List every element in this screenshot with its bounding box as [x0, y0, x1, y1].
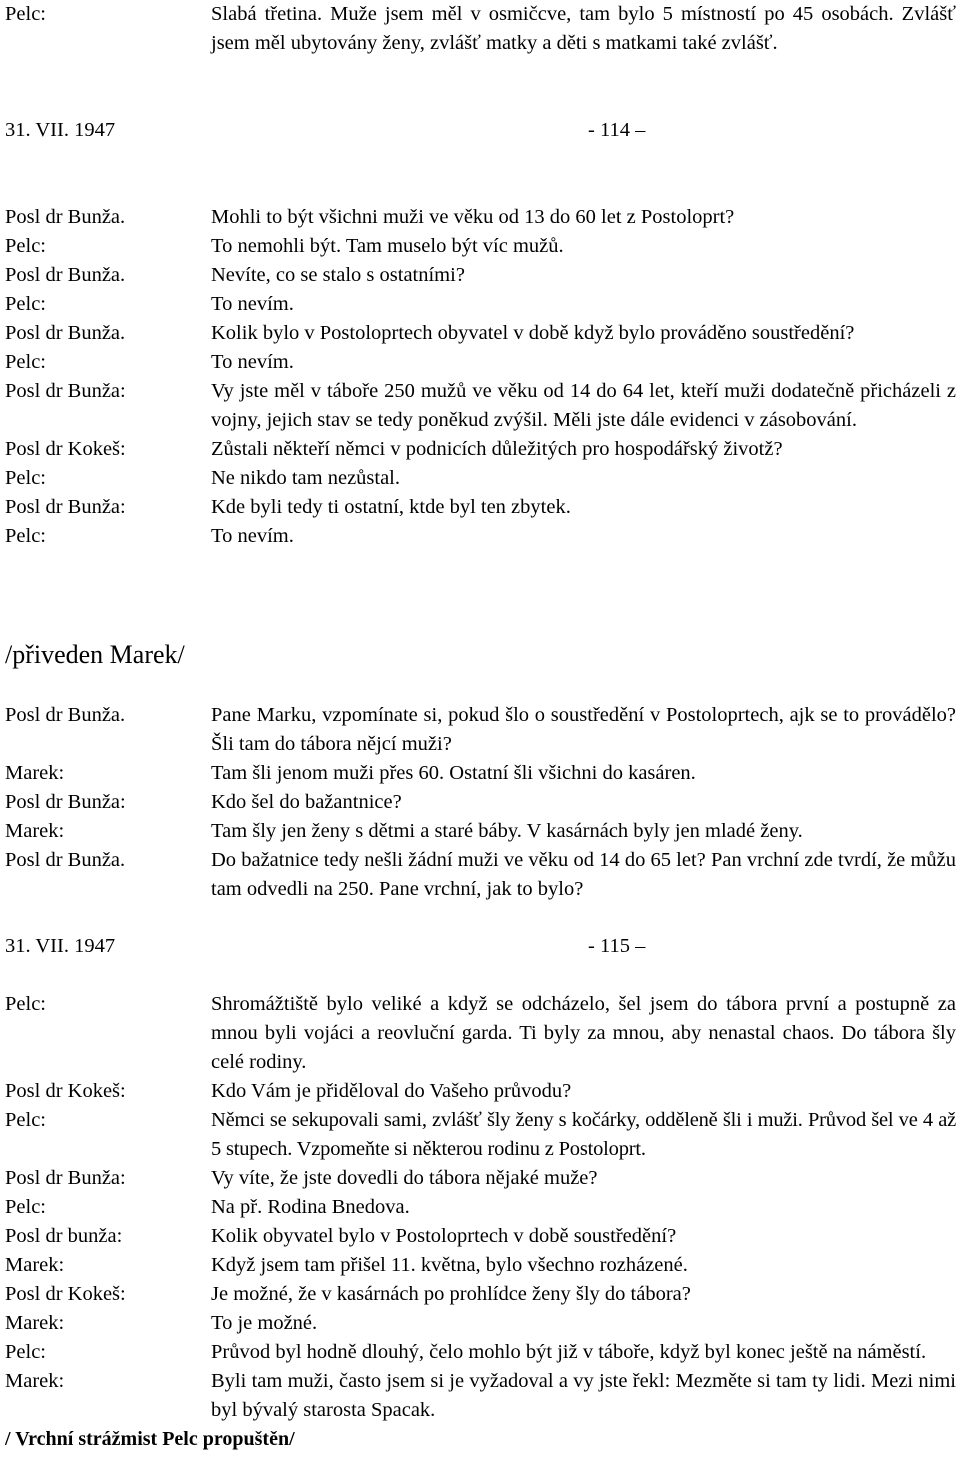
- speech-text: Němci se sekupovali sami, zvlášť šly ženy s kočárky, odděleně šli i muži. Průvod šel ve 4 až 5 stupech. Vzpomeňte si některou rodinu z Postoloprt.: [211, 1109, 956, 1160]
- dialogue-entry: [0, 990, 960, 1077]
- dialogue-entry: [0, 377, 960, 435]
- dialogue-entry: [0, 348, 960, 377]
- speaker-label: Posl dr Bunža:: [5, 496, 126, 518]
- speech-text: Vy víte, že jste dovedli do tábora nějaké muže?: [211, 1167, 598, 1189]
- dialogue-entry: [0, 290, 960, 319]
- page-number: - 114 –: [588, 119, 646, 141]
- dialogue-entry: [0, 1280, 960, 1309]
- transcript-block-4: [0, 990, 960, 1454]
- speech-text: Tam šly jen ženy s dětmi a staré báby. V kasárnách byly jen mladé ženy.: [211, 820, 803, 842]
- dialogue-entry: [0, 1222, 960, 1251]
- speech-text: To nevím.: [211, 293, 294, 315]
- speech-text: Byli tam muži, často jsem si je vyžadoval a vy jste řekl: Mezměte si tam ty lidi. Mezi nimi byl bývalý starosta Spacak.: [211, 1370, 956, 1421]
- speaker-label: Posl dr bunža:: [5, 1225, 123, 1247]
- speech-text: Kdo šel do bažantnice?: [211, 791, 402, 813]
- speech-text: To nemohli být. Tam muselo být víc mužů.: [211, 235, 564, 257]
- dialogue-entry: [0, 1338, 960, 1367]
- speech-text: Vy jste měl v táboře 250 mužů ve věku od 14 do 64 let, kteří muži dodatečně přicházeli z vojny, jejich stav se tedy poněkud zvýšil. Měli jste dále evidenci v zásobování.: [211, 380, 956, 431]
- dialogue-entry: [0, 493, 960, 522]
- speaker-label: Pelc:: [5, 1341, 46, 1363]
- speaker-label: Pelc:: [5, 235, 46, 257]
- speaker-label: Posl dr Bunža.: [5, 264, 126, 286]
- transcript-block-1: [0, 0, 960, 58]
- dialogue-entry: [0, 1106, 960, 1164]
- transcript-block-3: [0, 701, 960, 904]
- speaker-label: Posl dr Bunža:: [5, 380, 126, 402]
- speech-text: Mohli to být všichni muži ve věku od 13 do 60 let z Postoloprt?: [211, 206, 735, 228]
- speech-text: Do bažatnice tedy nešli žádní muži ve věku od 14 do 65 let? Pan vrchní zde tvrdí, že můžu tam odvedli na 250. Pane vrchní, jak to bylo?: [211, 849, 956, 900]
- dialogue-entry: [0, 1367, 960, 1425]
- header-date: 31. VII. 1947: [5, 935, 116, 957]
- dialogue-entry: [0, 0, 960, 58]
- dialogue-entry: [0, 1251, 960, 1280]
- transcript-block-2: [0, 203, 960, 551]
- speech-text: To je možné.: [211, 1312, 318, 1334]
- speech-text: Kolik obyvatel bylo v Postoloprtech v době soustředění?: [211, 1225, 677, 1247]
- speaker-label: Pelc:: [5, 3, 46, 25]
- speaker-label: Marek:: [5, 1254, 65, 1276]
- speech-text: Ne nikdo tam nezůstal.: [211, 467, 401, 489]
- dialogue-entry: [0, 203, 960, 232]
- dialogue-entry: [0, 817, 960, 846]
- speech-text: Kolik bylo v Postoloprtech obyvatel v době když bylo prováděno soustředění?: [211, 322, 855, 344]
- dialogue-entry: [0, 846, 960, 904]
- speaker-label: Pelc:: [5, 467, 46, 489]
- speech-text: Tam šli jenom muži přes 60. Ostatní šli všichni do kasáren.: [211, 762, 696, 784]
- speech-text: Slabá třetina. Muže jsem měl v osmičcve, tam bylo 5 místností po 45 osobách. Zvlášť jsem měl ubytovány ženy, zvlášť matky a děti s matkami také zvlášť.: [211, 3, 956, 54]
- speaker-label: Posl dr Bunža.: [5, 849, 126, 871]
- dialogue-entry: [0, 1164, 960, 1193]
- speaker-label: Posl dr Kokeš:: [5, 1283, 126, 1305]
- page-header-114: [0, 116, 960, 145]
- dialogue-entry: [0, 1309, 960, 1338]
- speaker-label: Posl dr Bunža.: [5, 322, 126, 344]
- speaker-label: Posl dr Bunža.: [5, 704, 126, 726]
- speech-text: Na př. Rodina Bnedova.: [211, 1196, 410, 1218]
- speaker-label: Pelc:: [5, 1109, 46, 1131]
- dialogue-entry: [0, 788, 960, 817]
- speech-text: Kdo Vám je přiděloval do Vašeho průvodu?: [211, 1080, 572, 1102]
- header-date: 31. VII. 1947: [5, 119, 116, 141]
- dialogue-entry: [0, 261, 960, 290]
- speaker-label: Pelc:: [5, 525, 46, 547]
- dialogue-entry: [0, 701, 960, 759]
- speaker-label: Posl dr Bunža:: [5, 1167, 126, 1189]
- speaker-label: Marek:: [5, 762, 65, 784]
- dialogue-entry: [0, 522, 960, 551]
- closing-note: / Vrchní strážmist Pelc propuštěn/: [5, 1428, 295, 1450]
- dialogue-entry: [0, 1193, 960, 1222]
- speech-text: To nevím.: [211, 351, 294, 373]
- speech-text: Když jsem tam přišel 11. května, bylo všechno rozházené.: [211, 1254, 688, 1276]
- speech-text: Zůstali někteří němci v podnicích důležitých pro hospodářský životž?: [211, 438, 783, 460]
- dialogue-entry: [0, 1077, 960, 1106]
- section-heading: /přiveden Marek/: [5, 640, 185, 669]
- speech-text: Průvod byl hodně dlouhý, čelo mohlo být již v táboře, když byl konec ještě na náměstí.: [211, 1341, 927, 1363]
- dialogue-entry: [0, 464, 960, 493]
- speaker-label: Pelc:: [5, 993, 46, 1015]
- speaker-label: Pelc:: [5, 293, 46, 315]
- speech-text: Kde byli tedy ti ostatní, ktde byl ten zbytek.: [211, 496, 571, 518]
- speaker-label: Marek:: [5, 1370, 65, 1392]
- dialogue-entry: [0, 435, 960, 464]
- speaker-label: Posl dr Bunža:: [5, 791, 126, 813]
- speaker-label: Posl dr Bunža.: [5, 206, 126, 228]
- speaker-label: Posl dr Kokeš:: [5, 438, 126, 460]
- speech-text: To nevím.: [211, 525, 294, 547]
- speaker-label: Marek:: [5, 820, 65, 842]
- speaker-label: Posl dr Kokeš:: [5, 1080, 126, 1102]
- dialogue-entry: [0, 759, 960, 788]
- page-header-115: [0, 932, 960, 961]
- speech-text: Pane Marku, vzpomínate si, pokud šlo o soustředění v Postoloprtech, ajk se to provádělo? Šli tam do tábora nějcí muži?: [211, 704, 956, 755]
- speaker-label: Marek:: [5, 1312, 65, 1334]
- speaker-label: Pelc:: [5, 1196, 46, 1218]
- dialogue-entry: [0, 319, 960, 348]
- speech-text: Shromážtiště bylo veliké a když se odcházelo, šel jsem do tábora první a postupně za mnou byli vojáci a reovluční garda. Ti byly za mnou, aby nenastal chaos. Do tábora šly celé rodiny.: [211, 993, 956, 1073]
- speech-text: Je možné, že v kasárnách po prohlídce ženy šly do tábora?: [211, 1283, 691, 1305]
- speaker-label: Pelc:: [5, 351, 46, 373]
- dialogue-entry: [0, 232, 960, 261]
- speech-text: Nevíte, co se stalo s ostatními?: [211, 264, 465, 286]
- page-number: - 115 –: [588, 935, 646, 957]
